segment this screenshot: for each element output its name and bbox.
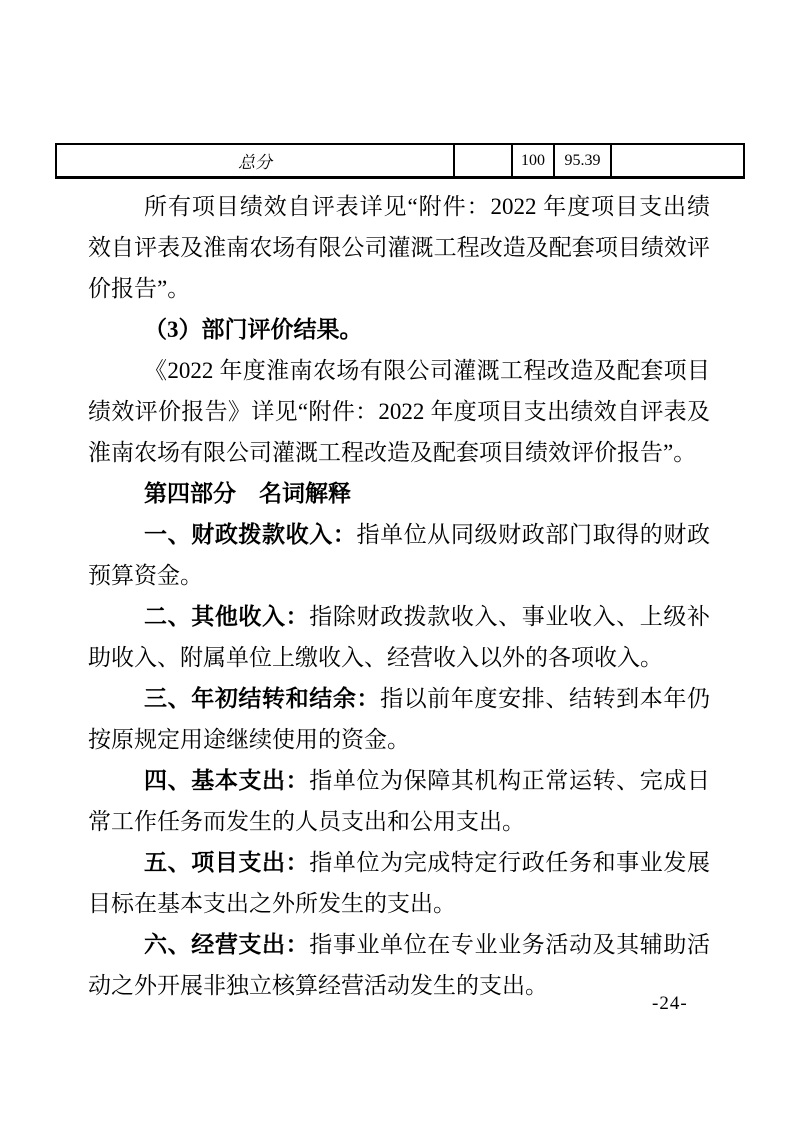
heading-part4-glossary: 第四部分 名词解释: [144, 480, 351, 506]
table-cell-max-score: 100: [512, 144, 554, 178]
definition-desc-2: 指除财政拨款收入、事业收入、上级补助收入、附属单位上缴收入、经营收入以外的各项收入。: [88, 604, 711, 670]
table-cell-score-value: 95.39: [554, 144, 611, 178]
table-cell-total-label: 总分: [56, 144, 454, 178]
definition-term-6: 六、经营支出：: [144, 932, 310, 957]
definition-desc-5: 指单位为完成特定行政任务和事业发展目标在基本支出之外所发生的支出。: [88, 850, 711, 916]
definition-term-1: 一、财政拨款收入：: [144, 522, 357, 547]
paragraph-self-eval: 所有项目绩效自评表详见“附件：2022 年度项目支出绩效自评表及淮南农场有限公司灌溉工程改造及配套项目绩效评价报告”。: [88, 194, 710, 301]
definition-desc-3: 指以前年度安排、结转到本年仍按原规定用途继续使用的资金。: [88, 686, 711, 752]
table-cell-empty-1: [454, 144, 512, 178]
definition-desc-6: 指事业单位在专业业务活动及其辅助活动之外开展非独立核算经营活动发生的支出。: [88, 932, 711, 998]
document-body: [88, 186, 710, 1006]
definition-term-5: 五、项目支出：: [144, 850, 310, 875]
definition-term-2: 二、其他收入：: [144, 604, 310, 629]
paragraph-dept-eval: 《2022 年度淮南农场有限公司灌溉工程改造及配套项目绩效评价报告》详见“附件：2022 年度项目支出绩效自评表及淮南农场有限公司灌溉工程改造及配套项目绩效评价报告”。: [88, 358, 710, 465]
table-cell-empty-2: [611, 144, 744, 178]
definition-item-3: [88, 678, 710, 760]
definition-item-4: [88, 760, 710, 842]
definition-item-2: [88, 596, 710, 678]
definition-item-6: [88, 924, 710, 1006]
definition-desc-4: 指单位为保障其机构正常运转、完成日常工作任务而发生的人员支出和公用支出。: [88, 768, 711, 834]
heading-dept-eval-result: （3）部门评价结果。: [144, 317, 363, 342]
definition-term-4: 四、基本支出：: [144, 768, 310, 793]
definition-desc-1: 指单位从同级财政部门取得的财政预算资金。: [88, 522, 711, 588]
score-table-row: [56, 144, 744, 178]
definition-item-5: [88, 842, 710, 924]
page-number: -24-: [652, 993, 688, 1014]
definition-item-1: [88, 514, 710, 596]
definition-term-3: 三、年初结转和结余：: [144, 686, 381, 711]
score-table: [55, 143, 745, 179]
